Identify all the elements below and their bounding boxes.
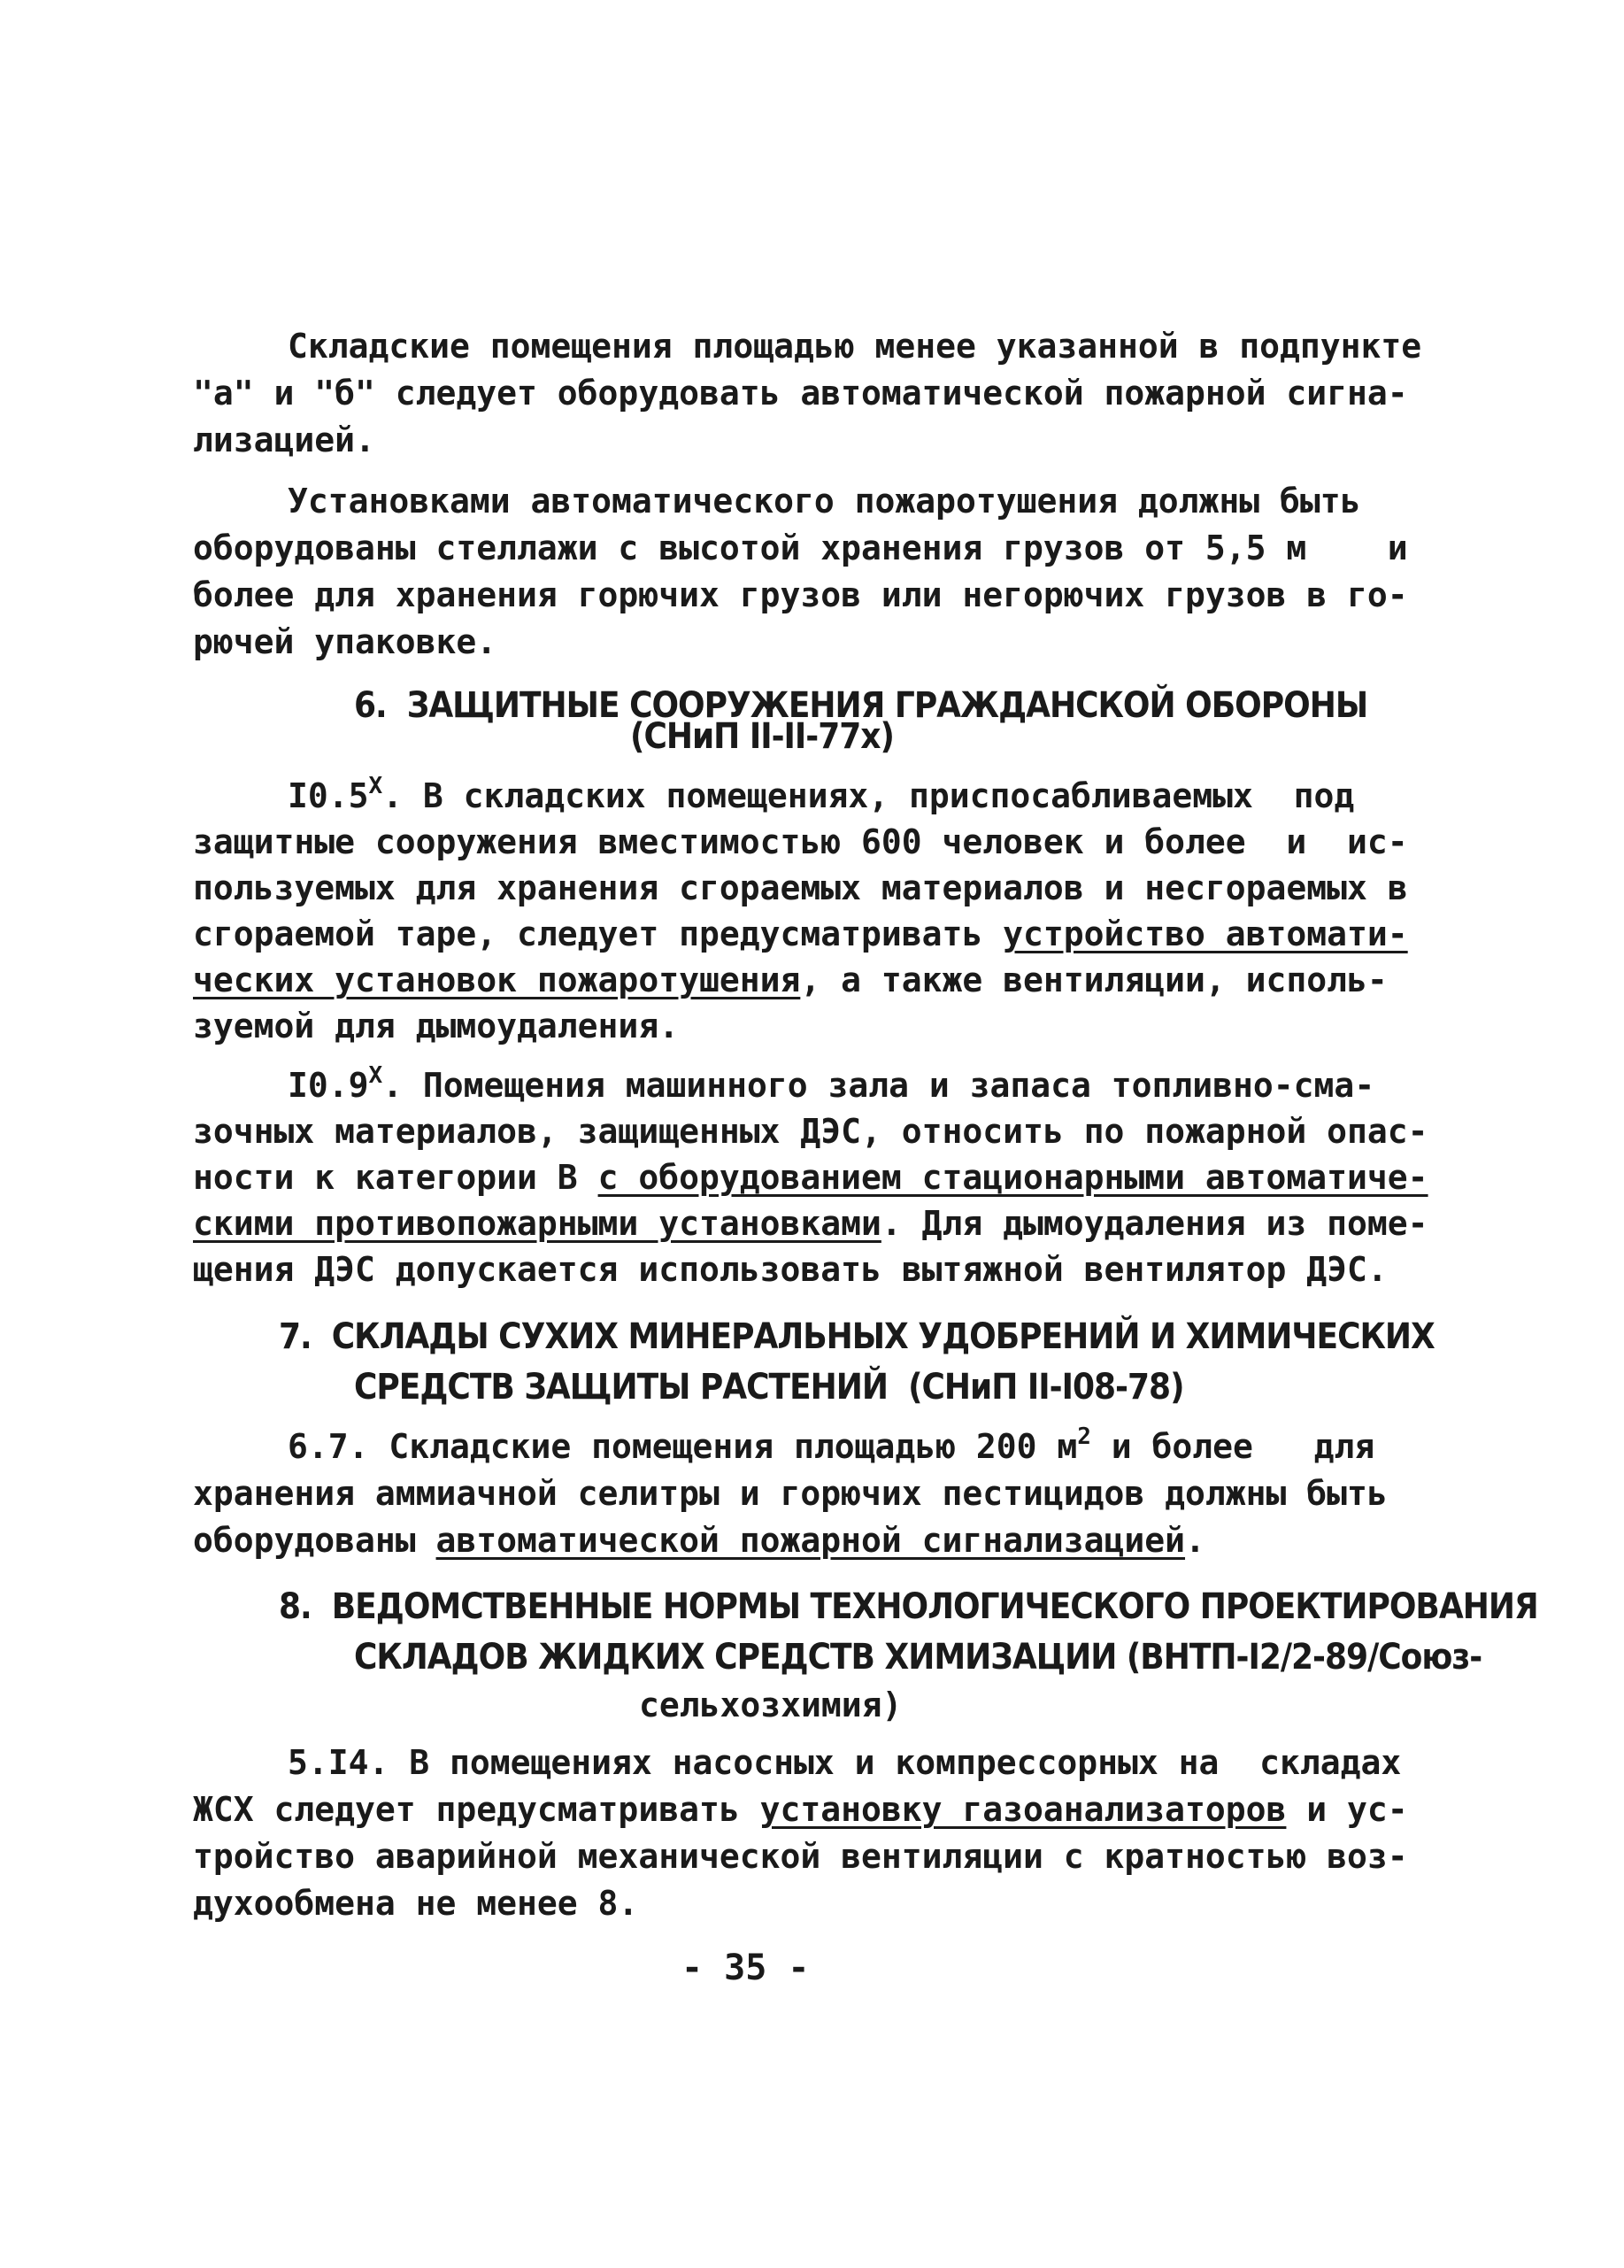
- text-line: [193, 1158, 1428, 1197]
- section-title-continuation: СРЕДСТВ ЗАЩИТЫ РАСТЕНИЙ (СНиП II-I08-78): [354, 1367, 1184, 1408]
- text-line: [288, 1062, 1375, 1105]
- text-line: "а" и "б" следует оборудовать автоматической пожарной сигна-: [193, 374, 1408, 413]
- text-line: тройство аварийной механической вентиляции с кратностью воз-: [193, 1837, 1408, 1876]
- clause-number: I0.9: [288, 1066, 369, 1105]
- text-span: и более для: [1090, 1427, 1375, 1466]
- text-line: Установками автоматического пожаротушения должны быть: [288, 482, 1361, 521]
- text-line: зуемой для дымоудаления.: [193, 1007, 680, 1045]
- text-line: [288, 1423, 1375, 1466]
- section-title: 6. ЗАЩИТНЫЕ СООРУЖЕНИЯ ГРАЖДАНСКОЙ ОБОРОНЫ: [354, 685, 1368, 726]
- text-span: ности к категории В: [193, 1158, 598, 1197]
- text-line: [193, 1204, 1428, 1243]
- text-line: зочных материалов, защищенных ДЭС, относить по пожарной опас-: [193, 1112, 1428, 1151]
- text-line: [193, 1790, 1408, 1829]
- page-number: - 35 -: [681, 1948, 810, 1988]
- text-span: . Для дымоудаления из поме-: [881, 1204, 1428, 1243]
- clause-superscript: Х: [368, 1062, 383, 1089]
- underlined-text: автоматической пожарной сигнализацией: [435, 1521, 1186, 1560]
- text-line: хранения аммиачной селитры и горючих пестицидов должны быть: [193, 1474, 1388, 1513]
- underlined-text: ческих установок пожаротушения: [193, 960, 801, 999]
- text-line: более для хранения горючих грузов или негорючих грузов в го-: [193, 575, 1408, 614]
- underlined-text: установку газоанализаторов: [759, 1790, 1287, 1829]
- text-line: пользуемых для хранения сгораемых материалов и несгораемых в: [193, 868, 1408, 907]
- text-line: рючей упаковке.: [193, 622, 497, 661]
- text-line: Складские помещения площадью менее указанной в подпункте: [288, 327, 1422, 366]
- text-line: защитные сооружения вместимостью 600 человек и более и ис-: [193, 822, 1408, 861]
- text-span: . Помещения машинного зала и запаса топливно-сма-: [382, 1066, 1375, 1105]
- text-span: и ус-: [1286, 1790, 1408, 1829]
- text-span: .: [1185, 1521, 1205, 1560]
- text-span: сгораемой таре, следует предусматривать: [193, 914, 1004, 953]
- text-line: духообмена не менее 8.: [193, 1884, 639, 1923]
- text-span: ЖСХ следует предусматривать: [193, 1790, 760, 1829]
- text-span: . В складских помещениях, приспосабливаемых под: [382, 776, 1355, 815]
- text-span: оборудованы: [193, 1521, 436, 1560]
- text-line: [193, 914, 1408, 953]
- underlined-text: с оборудованием стационарными автоматиче-: [597, 1158, 1428, 1197]
- text-line: лизацией.: [193, 420, 375, 459]
- section-title-continuation: СКЛАДОВ ЖИДКИХ СРЕДСТВ ХИМИЗАЦИИ (ВНТП-I2/2-89/Союз-: [354, 1637, 1482, 1678]
- text-line: [193, 960, 1388, 999]
- underlined-text: скими противопожарными установками: [193, 1204, 881, 1243]
- text-line: 5.I4. В помещениях насосных и компрессорных на складах: [288, 1743, 1402, 1782]
- text-line: оборудованы стеллажи с высотой хранения грузов от 5,5 м и: [193, 528, 1408, 567]
- text-line: щения ДЭС допускается использовать вытяжной вентилятор ДЭС.: [193, 1250, 1388, 1289]
- text-span: 6.7. Складские помещения площадью 200 м: [288, 1427, 1078, 1466]
- section-title-continuation: сельхозхимия): [639, 1686, 903, 1724]
- superscript: 2: [1077, 1423, 1091, 1450]
- text-line: [288, 773, 1355, 815]
- clause-superscript: Х: [368, 773, 383, 799]
- text-span: , а также вентиляции, исполь-: [800, 960, 1388, 999]
- clause-number: I0.5: [288, 776, 369, 815]
- section-title: 7. СКЛАДЫ СУХИХ МИНЕРАЛЬНЫХ УДОБРЕНИЙ И ХИМИЧЕСКИХ: [279, 1316, 1435, 1357]
- section-title: 8. ВЕДОМСТВЕННЫЕ НОРМЫ ТЕХНОЛОГИЧЕСКОГО ПРОЕКТИРОВАНИЯ: [279, 1586, 1538, 1627]
- underlined-text: устройство автомати-: [1003, 914, 1408, 953]
- text-line: [193, 1521, 1205, 1560]
- section-reference: (СНиП II-II-77х): [630, 716, 894, 757]
